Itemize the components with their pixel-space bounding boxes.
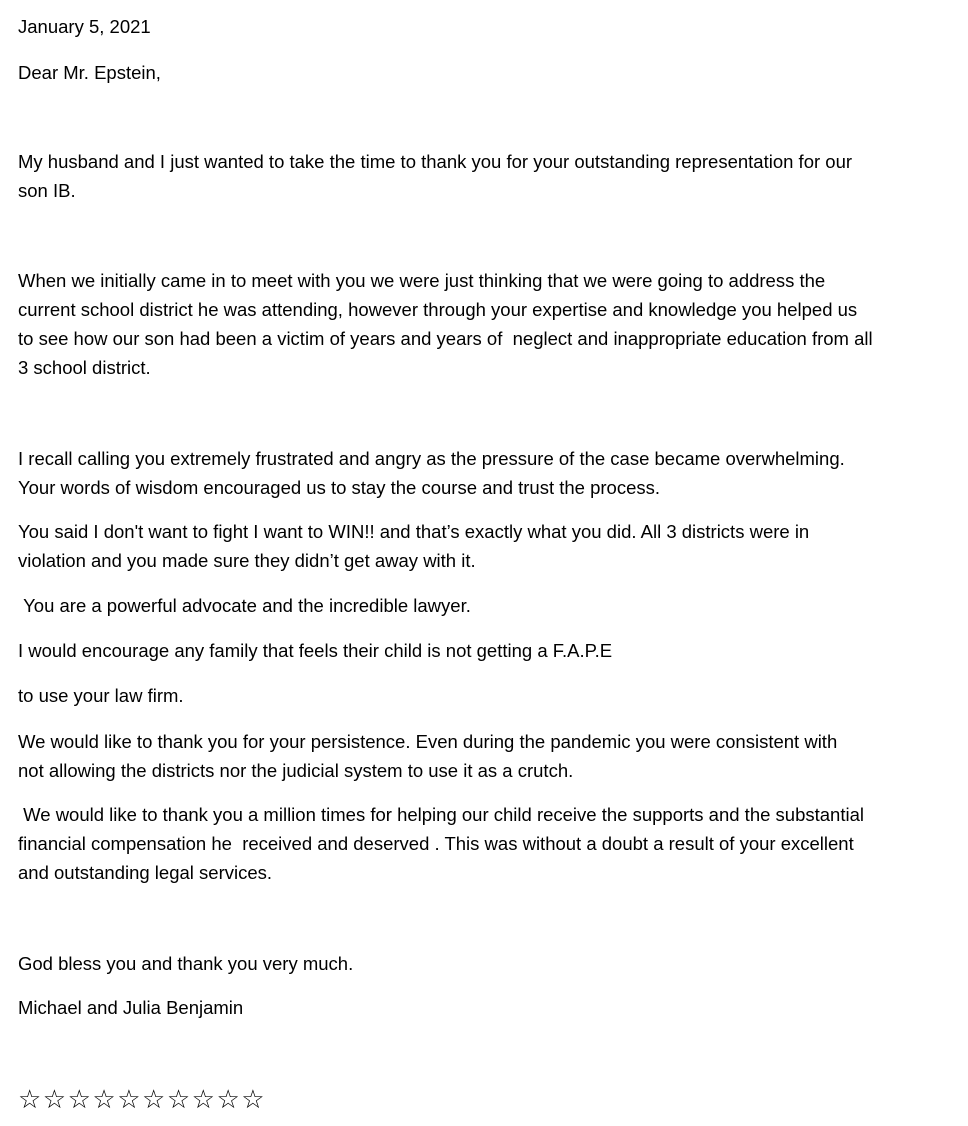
letter-salutation: Dear Mr. Epstein, [18, 62, 161, 83]
paragraph-persistence: We would like to thank you for your persistence. Even during the pandemic you were consistent with not allowing the districts nor the judicial system to use it as a crutch. [18, 731, 838, 781]
paragraph-thanks: My husband and I just wanted to take the time to thank you for your outstanding representation for our son IB. [18, 151, 853, 201]
letter-date: January 5, 2021 [18, 16, 151, 37]
paragraph-initial-meeting: When we initially came in to meet with you we were just thinking that we were going to address the current school district he was attending, however through your expertise and knowledge you helped us to see how our son had been a victim of years and years of neglect and inappropriate education from all 3 school district. [18, 270, 873, 378]
star-rating-icons: ☆☆☆☆☆☆☆☆☆☆ [18, 1085, 267, 1115]
paragraph-frustration: I recall calling you extremely frustrated and angry as the pressure of the case became overwhelming. Your words of wisdom encouraged us to stay the course and trust the process. [18, 448, 845, 498]
letter-closing: God bless you and thank you very much. [18, 953, 354, 974]
paragraph-encourage: I would encourage any family that feels their child is not getting a F.A.P.E [18, 640, 613, 661]
paragraph-million-thanks: We would like to thank you a million times for helping our child receive the supports and the substantial financial compensation he received and deserved . This was without a doubt a result of your excellent and outstanding legal services. [18, 804, 864, 883]
paragraph-win: You said I don't want to fight I want to WIN!! and that’s exactly what you did. All 3 districts were in violation and you made sure they didn’t get away with it. [18, 521, 810, 571]
paragraph-law-firm: to use your law firm. [18, 685, 184, 706]
paragraph-advocate: You are a powerful advocate and the incredible lawyer. [18, 595, 471, 616]
letter-signature: Michael and Julia Benjamin [18, 997, 244, 1018]
